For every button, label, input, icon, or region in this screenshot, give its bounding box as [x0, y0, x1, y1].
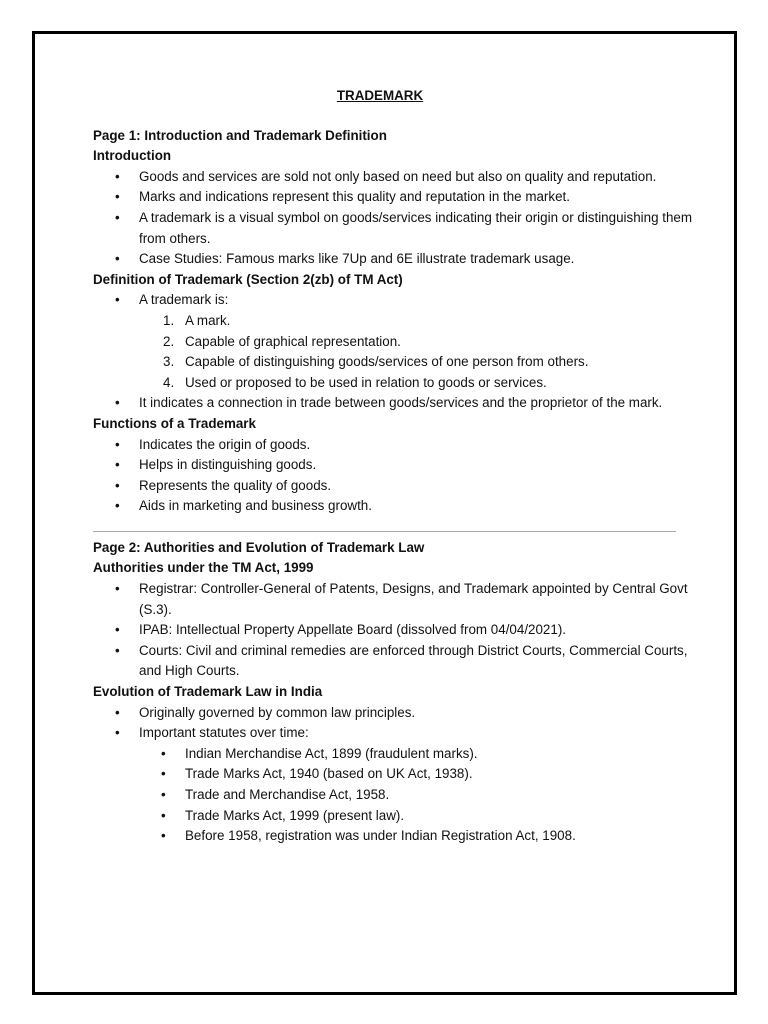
- intro-list: [93, 167, 693, 270]
- statute-item: • Trade Marks Act, 1999 (present law).: [93, 806, 693, 827]
- statute-item: • Indian Merchandise Act, 1899 (fraudulent marks).: [93, 744, 693, 765]
- list-item: • IPAB: Intellectual Property Appellate Board (dissolved from 04/04/2021).: [93, 620, 693, 641]
- list-item: [93, 290, 693, 311]
- functions-list: [93, 435, 693, 517]
- document-title: TRADEMARK: [336, 88, 424, 103]
- list-item: • Courts: Civil and criminal remedies are enforced through District Courts, Commercial Courts, and High Courts.: [93, 641, 693, 682]
- page2-heading: Page 2: Authorities and Evolution of Trademark Law: [93, 539, 425, 555]
- numbered-item: A mark.: [185, 312, 231, 328]
- list-item: • Represents the quality of goods.: [93, 476, 693, 497]
- list-item: • Goods and services are sold not only based on need but also on quality and reputation.: [93, 167, 693, 188]
- list-item: • Important statutes over time:: [93, 723, 693, 744]
- statutes-list: [93, 744, 693, 847]
- evolution-heading: Evolution of Trademark Law in India: [93, 684, 323, 700]
- definition-list: [93, 290, 693, 311]
- list-item: • Originally governed by common law principles.: [93, 703, 693, 724]
- list-item: • Aids in marketing and business growth.: [93, 496, 693, 517]
- definition-heading: Definition of Trademark (Section 2(zb) of TM Act): [93, 271, 403, 287]
- list-item: • Helps in distinguishing goods.: [93, 455, 693, 476]
- numbered-item: Capable of distinguishing goods/services of one person from others.: [185, 354, 589, 370]
- section-divider: [93, 531, 676, 532]
- intro-heading: Introduction: [93, 148, 172, 164]
- numbered-item: Capable of graphical representation.: [185, 333, 401, 349]
- list-item: • Case Studies: Famous marks like 7Up and 6E illustrate trademark usage.: [93, 249, 693, 270]
- list-item: • Registrar: Controller-General of Patents, Designs, and Trademark appointed by Central Govt (S.3).: [93, 579, 693, 620]
- functions-heading: Functions of a Trademark: [93, 415, 256, 431]
- authorities-heading: Authorities under the TM Act, 1999: [93, 560, 314, 576]
- statute-item: • Before 1958, registration was under Indian Registration Act, 1908.: [93, 826, 693, 847]
- list-item: • Marks and indications represent this quality and reputation in the market.: [93, 187, 693, 208]
- list-item: • It indicates a connection in trade between goods/services and the proprietor of the mark.: [93, 393, 693, 414]
- numbered-item: Used or proposed to be used in relation to goods or services.: [185, 374, 547, 390]
- document-body: [93, 86, 693, 847]
- statute-item: • Trade Marks Act, 1940 (based on UK Act, 1938).: [93, 764, 693, 785]
- definition-lead: A trademark is:: [139, 292, 229, 308]
- statute-item: • Trade and Merchandise Act, 1958.: [93, 785, 693, 806]
- list-item: • Indicates the origin of goods.: [93, 435, 693, 456]
- definition-numbered-list: [93, 311, 693, 393]
- evolution-list: [93, 703, 693, 744]
- definition-extra-list: [93, 393, 693, 414]
- page1-heading: Page 1: Introduction and Trademark Definition: [93, 127, 387, 143]
- authorities-list: [93, 579, 693, 682]
- list-item: • A trademark is a visual symbol on goods/services indicating their origin or distinguishing them from others.: [93, 208, 693, 249]
